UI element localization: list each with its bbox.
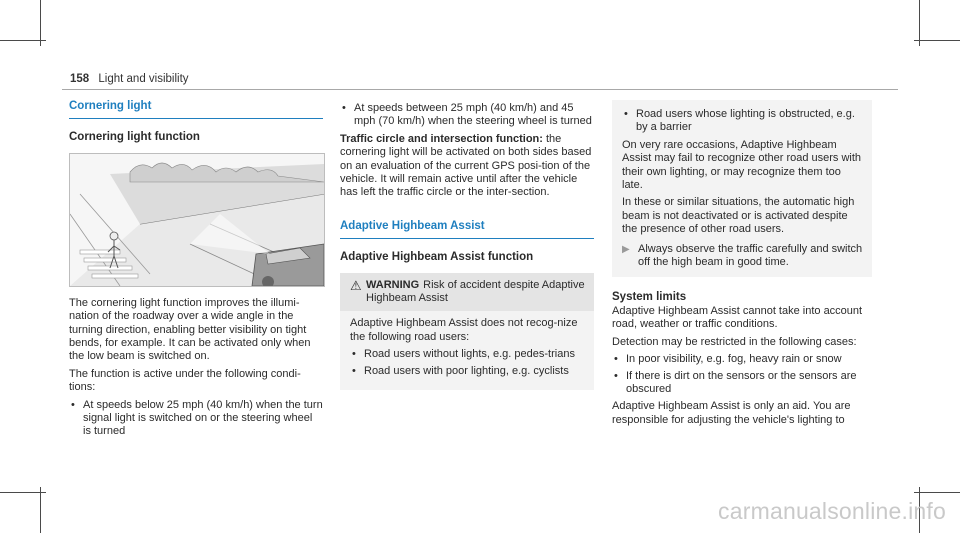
cornering-para-2: The function is active under the following condi-tions:: [69, 367, 301, 394]
warning-message: Risk of accident despite Adaptive Highbeam Assist: [366, 278, 585, 305]
warning-list: [350, 348, 586, 378]
subsection-title-highbeam: Adaptive Highbeam Assist function: [340, 251, 534, 264]
column-1: [69, 100, 323, 443]
warning-header: [340, 273, 594, 312]
final-text: Adaptive Highbeam Assist is only an aid. You are responsible for adjusting the vehicle's lighting to: [612, 400, 851, 426]
warning-body: [340, 311, 594, 390]
warning-para-1: On very rare occasions, Adaptive Highbeam Assist may fail to recognize other road users with their own lighting, or may recognize them too late.: [622, 138, 862, 192]
detection-text: Detection may be restricted in the following cases:: [612, 335, 857, 348]
play-arrow-icon: ▶: [622, 243, 630, 255]
list-item: • Road users without lights, e.g. pedes-trians: [350, 348, 586, 361]
traffic-circle-label: Traffic circle and intersection function:: [340, 132, 543, 145]
crop-mark: [914, 40, 960, 41]
traffic-circle-para: [340, 133, 594, 200]
list-item: • At speeds below 25 mph (40 km/h) when the turn signal light is switched on or the steering wheel is turned: [69, 399, 323, 439]
column-3: [612, 100, 872, 431]
warning-body-text: Adaptive Highbeam Assist does not recog-nize the following road users:: [350, 317, 578, 343]
tip-text: Always observe the traffic carefully and switch off the high beam in good time.: [638, 242, 863, 269]
crop-mark: [40, 487, 41, 533]
section-title-highbeam: Adaptive Highbeam Assist: [340, 220, 594, 239]
list-item: • If there is dirt on the sensors or the sensors are obscured: [612, 370, 872, 397]
list-item: • Road users with poor lighting, e.g. cyclists: [350, 365, 586, 378]
column-2: [340, 100, 594, 390]
subsection-title-cornering: Cornering light function: [69, 131, 200, 144]
cornering-conditions-list: [69, 399, 323, 439]
crop-mark: [0, 40, 46, 41]
header-section: Light and visibility: [98, 73, 189, 85]
watermark: carmanualsonline.info: [718, 498, 946, 524]
warning-triangle-icon: ⚠: [350, 277, 362, 293]
list-item: • At speeds between 25 mph (40 km/h) and 45 mph (70 km/h) when the steering wheel is turned: [340, 102, 594, 129]
warning-label: WARNING: [366, 278, 420, 291]
system-limits-title: System limits: [612, 291, 687, 304]
warning-list-cont: [622, 108, 864, 135]
warning-text: [366, 279, 586, 306]
traffic-circle-text: the cornering light will be activated on both sides based on an evaluation of the current GPS posi-tion of the vehicle. It will remain active until after the vehicle has left the traffic circle or the inter-section.: [340, 132, 592, 199]
page-number: 158: [70, 73, 90, 85]
warning-para-2: In these or similar situations, the automatic high beam is not deactivated or is activated despite the presence of other road users.: [622, 196, 855, 236]
detection-list: [612, 353, 872, 396]
header-rule: [62, 89, 898, 90]
cornering-conditions-list-cont: [340, 102, 594, 129]
section-title-cornering: Cornering light: [69, 100, 323, 119]
crop-mark: [914, 492, 960, 493]
crop-mark: [0, 492, 46, 493]
system-limits-text: Adaptive Highbeam Assist cannot take into account road, weather or traffic conditions.: [612, 304, 863, 331]
cornering-light-illustration: [69, 153, 325, 287]
list-item: • In poor visibility, e.g. fog, heavy rain or snow: [612, 353, 872, 366]
street-scene-drawing: [70, 154, 324, 286]
cornering-para-1: The cornering light function improves the illumi-nation of the roadway over a wide angle in the turning direction, enabling better visibility on tight bends, for example. It can be activated only when the low beam is switched on.: [69, 296, 311, 363]
page-header: [70, 73, 189, 85]
list-item: • Road users whose lighting is obstructed, e.g. by a barrier: [622, 108, 864, 135]
tip-row: [622, 243, 864, 270]
warning-continuation-box: [612, 100, 872, 277]
